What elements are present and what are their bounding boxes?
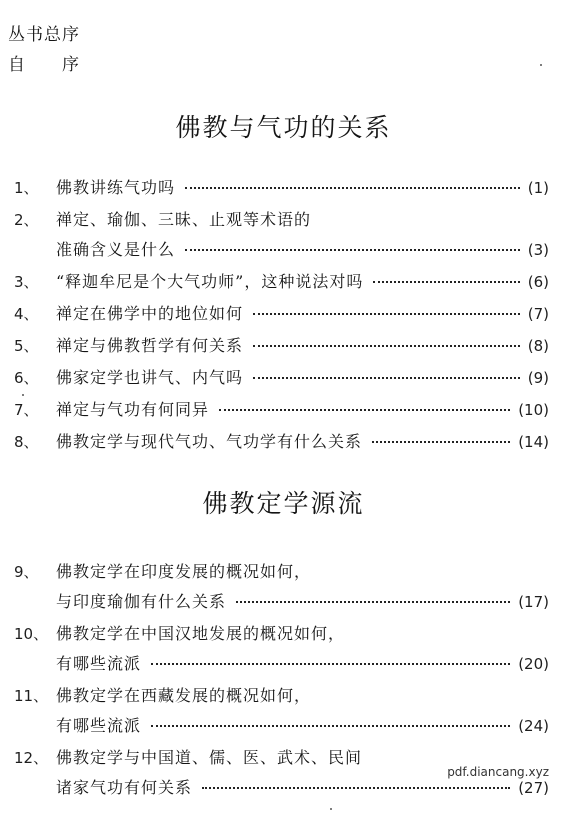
entry-title: 禅定与气功有何同异: [56, 400, 210, 419]
entry-title: “释迦牟尼是个大气功师”，这种说法对吗: [56, 272, 364, 291]
toc-entry-continuation: [0, 776, 549, 800]
entry-page: (1): [527, 179, 549, 197]
entry-page: (8): [527, 337, 549, 355]
entry-page: (20): [518, 655, 549, 673]
entry-title: 佛教定学在印度发展的概况如何，: [56, 562, 312, 581]
entry-title: 佛教定学与现代气功、气功学有什么关系: [56, 432, 363, 451]
dot-leader: [253, 345, 520, 347]
entry-number: 6、: [14, 369, 39, 387]
entry-page: (7): [527, 305, 549, 323]
entry-number: 11、: [14, 687, 49, 705]
toc-entry-continuation: [0, 652, 549, 676]
entry-number: 1、: [14, 179, 39, 197]
entry-number: 2、: [14, 211, 39, 229]
watermark-text: pdf.diancang.xyz: [447, 765, 549, 779]
entry-title: 禅定、瑜伽、三昧、止观等术语的: [56, 210, 312, 229]
entry-number: 12、: [14, 749, 49, 767]
entry-title-continued: 有哪些流派: [56, 716, 142, 735]
dot-leader: [185, 187, 520, 189]
entry-number: 8、: [14, 433, 39, 451]
entry-number: 5、: [14, 337, 39, 355]
entry-title: 佛家定学也讲气、内气吗: [56, 368, 244, 387]
entry-title-continued: 准确含义是什么: [56, 240, 176, 259]
entry-number: 7、: [14, 401, 39, 419]
toc-entry-continuation: [0, 590, 549, 614]
dot-leader: [236, 601, 510, 603]
entry-page: (24): [518, 717, 549, 735]
entry-number: 3、: [14, 273, 39, 291]
scan-speck: [540, 64, 542, 66]
toc-entry: [0, 270, 549, 294]
entry-title: 佛教讲练气功吗: [56, 178, 176, 197]
dot-leader: [372, 441, 510, 443]
entry-number: 4、: [14, 305, 39, 323]
dot-leader: [253, 377, 520, 379]
entry-title-continued: 与印度瑜伽有什么关系: [56, 592, 227, 611]
toc-entry: [0, 302, 549, 326]
entry-page: (17): [518, 593, 549, 611]
entry-page: (27): [518, 779, 549, 797]
toc-entry: [0, 334, 549, 358]
author-preface-entry: 自 序: [8, 55, 80, 75]
entry-title: 佛教定学与中国道、儒、医、武术、民间: [56, 748, 363, 767]
toc-entry: [0, 366, 549, 390]
entry-page: (10): [518, 401, 549, 419]
toc-entry: [0, 430, 549, 454]
toc-entry: [0, 208, 549, 232]
dot-leader: [373, 281, 519, 283]
series-preface-entry: 丛书总序: [8, 25, 80, 45]
scan-speck: [330, 808, 332, 810]
dot-leader: [185, 249, 520, 251]
entry-number: 10、: [14, 625, 49, 643]
entry-title: 禅定在佛学中的地位如何: [56, 304, 244, 323]
entry-page: (6): [527, 273, 549, 291]
toc-entry-continuation: [0, 714, 549, 738]
scan-speck: [22, 394, 24, 396]
dot-leader: [151, 725, 510, 727]
toc-entry: [0, 560, 549, 584]
section-title: 佛教与气功的关系: [175, 113, 392, 142]
toc-entry: [0, 684, 549, 708]
section-title: 佛教定学源流: [202, 489, 365, 518]
dot-leader: [219, 409, 510, 411]
entry-page: (3): [527, 241, 549, 259]
dot-leader: [253, 313, 520, 315]
entry-page: (14): [518, 433, 549, 451]
toc-entry: [0, 398, 549, 422]
entry-number: 9、: [14, 563, 39, 581]
entry-title-continued: 有哪些流派: [56, 654, 142, 673]
entry-page: (9): [527, 369, 549, 387]
dot-leader: [151, 663, 510, 665]
dot-leader: [202, 787, 510, 789]
toc-entry: [0, 176, 549, 200]
entry-title: 佛教定学在中国汉地发展的概况如何，: [56, 624, 346, 643]
toc-entry: [0, 622, 549, 646]
entry-title-continued: 诸家气功有何关系: [56, 778, 193, 797]
entry-title: 佛教定学在西藏发展的概况如何，: [56, 686, 312, 705]
toc-entry-continuation: [0, 238, 549, 262]
entry-title: 禅定与佛教哲学有何关系: [56, 336, 244, 355]
